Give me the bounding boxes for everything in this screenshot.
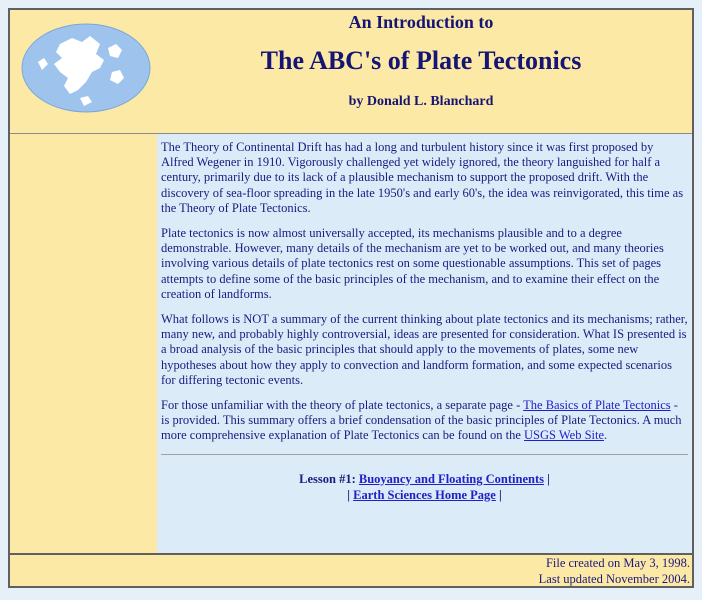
file-created-text: File created on May 3, 1998. (545, 556, 690, 570)
page-frame (8, 8, 694, 588)
paragraph-3: What follows is NOT a summary of the current thinking about plate tectonics and its mechanisms; rather, many new, and probably highly controversial, ideas are presented for consideration. What IS presented is a broad analysis of the basic principles that should apply to the movements of plates, some new hypotheses about how they apply to convection and landform formation, and some expected scenarios for differing tectonic events. (161, 312, 688, 387)
lesson-nav (161, 471, 688, 503)
divider (161, 454, 688, 455)
p4-text-end: . (604, 428, 608, 443)
paragraph-2: Plate tectonics is now almost universally accepted, its mechanisms plausible and to a degree demonstrable. However, many details of the mechanism are yet to be worked out, and many theories involving various details of plate tectonics rest on some questionable assumptions. This set of pages attempts to define some of the basic principles of the mechanism, and to examine their effect on the creation of landforms. (161, 226, 664, 301)
byline: by Donald L. Blanchard (348, 94, 494, 109)
earth-sciences-home-link[interactable]: Earth Sciences Home Page (353, 487, 496, 502)
title-small: An Introduction to (348, 12, 494, 32)
home-separator-left: | (347, 487, 354, 502)
footer (10, 553, 692, 588)
lesson-prefix: Lesson #1: (299, 471, 359, 486)
sidebar (10, 134, 157, 553)
basics-of-plate-tectonics-link[interactable]: The Basics of Plate Tectonics (523, 398, 671, 413)
paragraph-1: The Theory of Continental Drift has had a long and turbulent history since it was first proposed by Alfred Wegener in 1910. Vigorously challenged yet widely ignored, the theory languished for half a century, primarily due to its lack of a plausible mechanism to support the proposed drift. With the discovery of sea-floor spreading in the late 1950's and early 60's, the idea was reinvigorated, this time as the Theory of Plate Tectonics. (161, 140, 684, 215)
paragraph-4 (161, 398, 688, 444)
last-updated-text: Last updated November 2004. (538, 571, 690, 586)
home-separator-right: | (495, 487, 502, 502)
lesson-1-link[interactable]: Buoyancy and Floating Continents (358, 471, 544, 486)
header (10, 10, 692, 134)
page-title: The ABC's of Plate Tectonics (260, 46, 582, 75)
globe-map-icon (20, 22, 152, 114)
usgs-web-site-link[interactable]: USGS Web Site (524, 428, 605, 443)
p4-text-before: For those unfamiliar with the theory of plate tectonics, a separate page - (161, 398, 524, 413)
main-content (157, 134, 692, 553)
p4-text-middle: - is provided. This summary offers a brief condensation of the basic principles of Plate Tectonics. A much more comprehensive explanation of Plate Tectonics can be found on the (161, 398, 682, 443)
lesson-separator: | (543, 471, 550, 486)
